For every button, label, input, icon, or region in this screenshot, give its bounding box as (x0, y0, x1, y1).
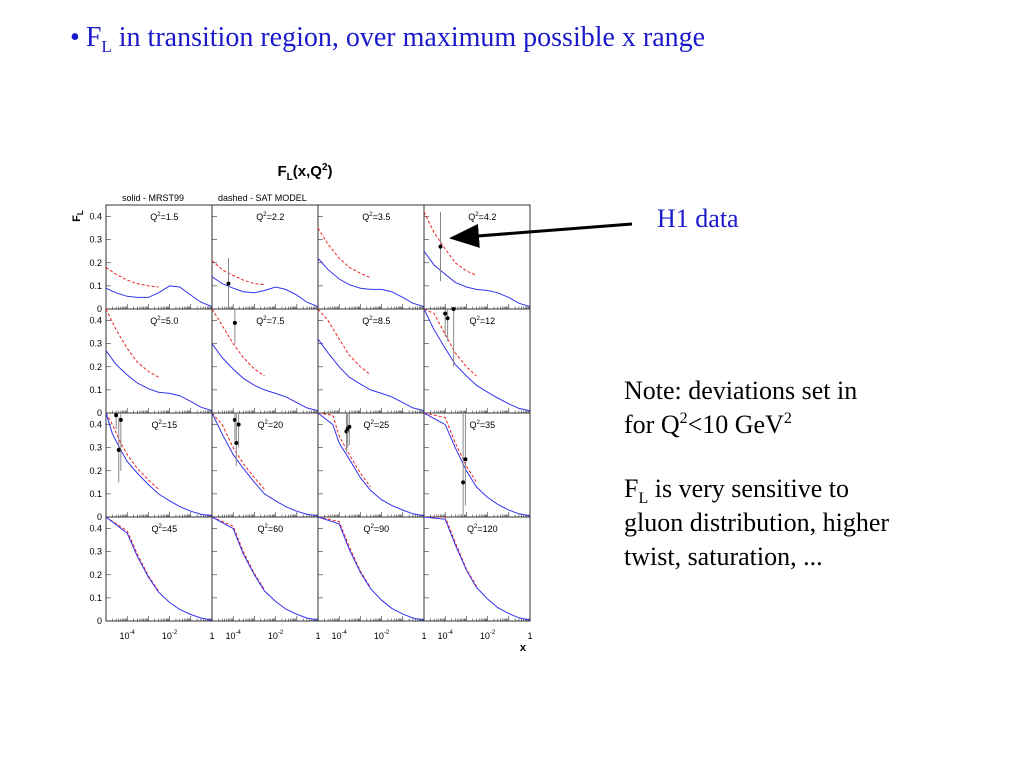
panel-frame (212, 205, 318, 309)
x-tick-label: $10^{-4}$ (437, 630, 453, 641)
panel-q2-label: $Q^2=25$ (363, 420, 390, 430)
panel-frame (212, 309, 318, 413)
mrst99-curve (318, 413, 424, 516)
y-tick-label: 0.3 (89, 546, 102, 557)
mrst99-curve (424, 251, 530, 307)
y-tick-label: 0.3 (89, 442, 102, 453)
h1-data-point (452, 307, 456, 311)
h1-data-point (446, 316, 450, 320)
panel-q2-label: $Q^2=15$ (151, 420, 178, 430)
panel-frame (212, 517, 318, 621)
y-tick-label: 0.1 (89, 280, 102, 291)
x-tick-label: $10^{-4}$ (331, 630, 347, 641)
panel-frame (106, 517, 212, 621)
panel-q2-label: $Q^2=7.5$ (256, 316, 285, 326)
panel-q2-label: $Q^2=3.5$ (362, 212, 391, 222)
h1-data-point (237, 423, 241, 427)
panel-q2-label: $Q^2=12$ (469, 316, 496, 326)
y-tick-label: 0.2 (89, 257, 102, 268)
h1-data-point (438, 245, 442, 249)
panel-q2-label: $Q^2=120$ (466, 524, 498, 534)
panel-q2-label: $Q^2=2.2$ (256, 212, 285, 222)
y-tick-label: 0.4 (89, 211, 102, 222)
x-tick-label: 1 (315, 631, 321, 641)
legend-dashed: dashed - SAT MODEL (218, 193, 307, 203)
mrst99-curve (212, 517, 318, 620)
sat-model-curve (318, 228, 371, 278)
slide-headline (70, 22, 705, 57)
h1-data-point (226, 282, 230, 286)
mrst99-curve (106, 517, 212, 620)
panel-q2-label: $Q^2=45$ (151, 524, 178, 534)
x-tick-label: $10^{-2}$ (267, 630, 284, 641)
panel-frame (318, 205, 424, 309)
panel-frame (106, 205, 212, 309)
mrst99-curve (424, 413, 530, 516)
h1-data-point (234, 441, 238, 445)
x-tick-label: $10^{-2}$ (373, 630, 390, 641)
mrst99-curve (106, 286, 212, 307)
panel-q2-label: $Q^2=35$ (469, 420, 496, 430)
note-line2 (624, 408, 1004, 442)
note-sup1: 2 (679, 410, 688, 427)
panel-q2-label: $Q^2=4.2$ (468, 212, 497, 222)
mrst99-curve (318, 258, 424, 307)
panel-frame (424, 413, 530, 517)
h1-data-point (443, 312, 447, 316)
panel-frame (106, 413, 212, 517)
y-tick-label: 0.1 (89, 384, 102, 395)
panel-q2-label: $Q^2=20$ (257, 420, 284, 430)
sens-rest: is very sensitive to (648, 474, 850, 503)
panel-frame (318, 517, 424, 621)
bullet: • (70, 22, 80, 53)
panel-frame (106, 309, 212, 413)
mrst99-curve (212, 413, 318, 516)
h1-data-point (347, 425, 351, 429)
sat-model-curve (212, 261, 265, 285)
x-axis-label: x (519, 642, 526, 654)
y-tick-label: 0.1 (89, 488, 102, 499)
panel-frame (318, 309, 424, 413)
mrst99-curve (212, 344, 318, 411)
headline-f: F (85, 22, 102, 53)
sat-model-curve (106, 267, 159, 287)
x-tick-label: $10^{-2}$ (161, 630, 178, 641)
x-tick-label: 1 (209, 631, 215, 641)
note-pre: for Q (624, 410, 680, 439)
x-tick-label: $10^{-2}$ (479, 630, 496, 641)
note-line1: Note: deviations set in (624, 376, 858, 405)
h1-data-point (463, 457, 467, 461)
mrst99-curve (106, 351, 212, 411)
h1-data-point (119, 418, 123, 422)
panel-q2-label: $Q^2=60$ (257, 524, 284, 534)
h1-data-point (117, 448, 121, 452)
sens-line2: gluon distribution, higher (624, 508, 890, 537)
panel-frame (212, 413, 318, 517)
y-tick-label: 0 (96, 304, 102, 314)
headline-sub: L (101, 37, 112, 56)
sens-f: F (624, 474, 639, 503)
h1-data-point (461, 480, 465, 484)
notes (624, 374, 1004, 574)
y-tick-label: 0.4 (89, 419, 102, 430)
y-tick-label: 0.1 (89, 592, 102, 603)
h1-data-point (114, 413, 118, 417)
y-axis-label: $F_L$ (71, 210, 85, 222)
panel-q2-label: $Q^2=5.0$ (150, 316, 179, 326)
panel-frame (424, 205, 530, 309)
y-tick-label: 0.2 (89, 465, 102, 476)
mrst99-curve (318, 517, 424, 620)
headline-rest: in transition region, over maximum possible x range (111, 22, 706, 53)
note-mid: <10 GeV (687, 410, 784, 439)
panel-q2-label: $Q^2=1.5$ (150, 212, 179, 222)
x-tick-label: $10^{-4}$ (119, 630, 135, 641)
y-tick-label: 0.4 (89, 315, 102, 326)
note-sup2: 2 (783, 410, 792, 427)
panel-q2-label: $Q^2=90$ (363, 524, 390, 534)
y-tick-label: 0.2 (89, 361, 102, 372)
y-tick-label: 0.3 (89, 234, 102, 245)
legend-solid: solid - MRST99 (122, 193, 185, 203)
x-tick-label: $10^{-4}$ (225, 630, 241, 641)
mrst99-curve (318, 339, 424, 411)
y-tick-label: 0.4 (89, 523, 102, 534)
sens-line1 (624, 472, 1004, 506)
y-tick-label: 0.3 (89, 338, 102, 349)
sens-sub: L (638, 490, 649, 507)
panel-q2-label: $Q^2=8.5$ (362, 316, 391, 326)
h1-data-point (233, 321, 237, 325)
y-tick-label: 0 (96, 616, 102, 626)
x-tick-label: 1 (421, 631, 427, 641)
panel-frame (424, 309, 530, 413)
y-tick-label: 0 (96, 512, 102, 522)
chart-title: $F_L(x,Q^2)$ (277, 162, 333, 183)
sens-line3: twist, saturation, ... (624, 542, 823, 571)
mrst99-curve (424, 309, 530, 411)
mrst99-curve (212, 277, 318, 307)
fl-panel-chart (60, 150, 550, 670)
y-tick-label: 0 (96, 408, 102, 418)
mrst99-curve (106, 413, 212, 516)
h1-data-callout: H1 data (657, 204, 739, 233)
x-tick-label: 1 (527, 631, 533, 641)
y-tick-label: 0.2 (89, 569, 102, 580)
